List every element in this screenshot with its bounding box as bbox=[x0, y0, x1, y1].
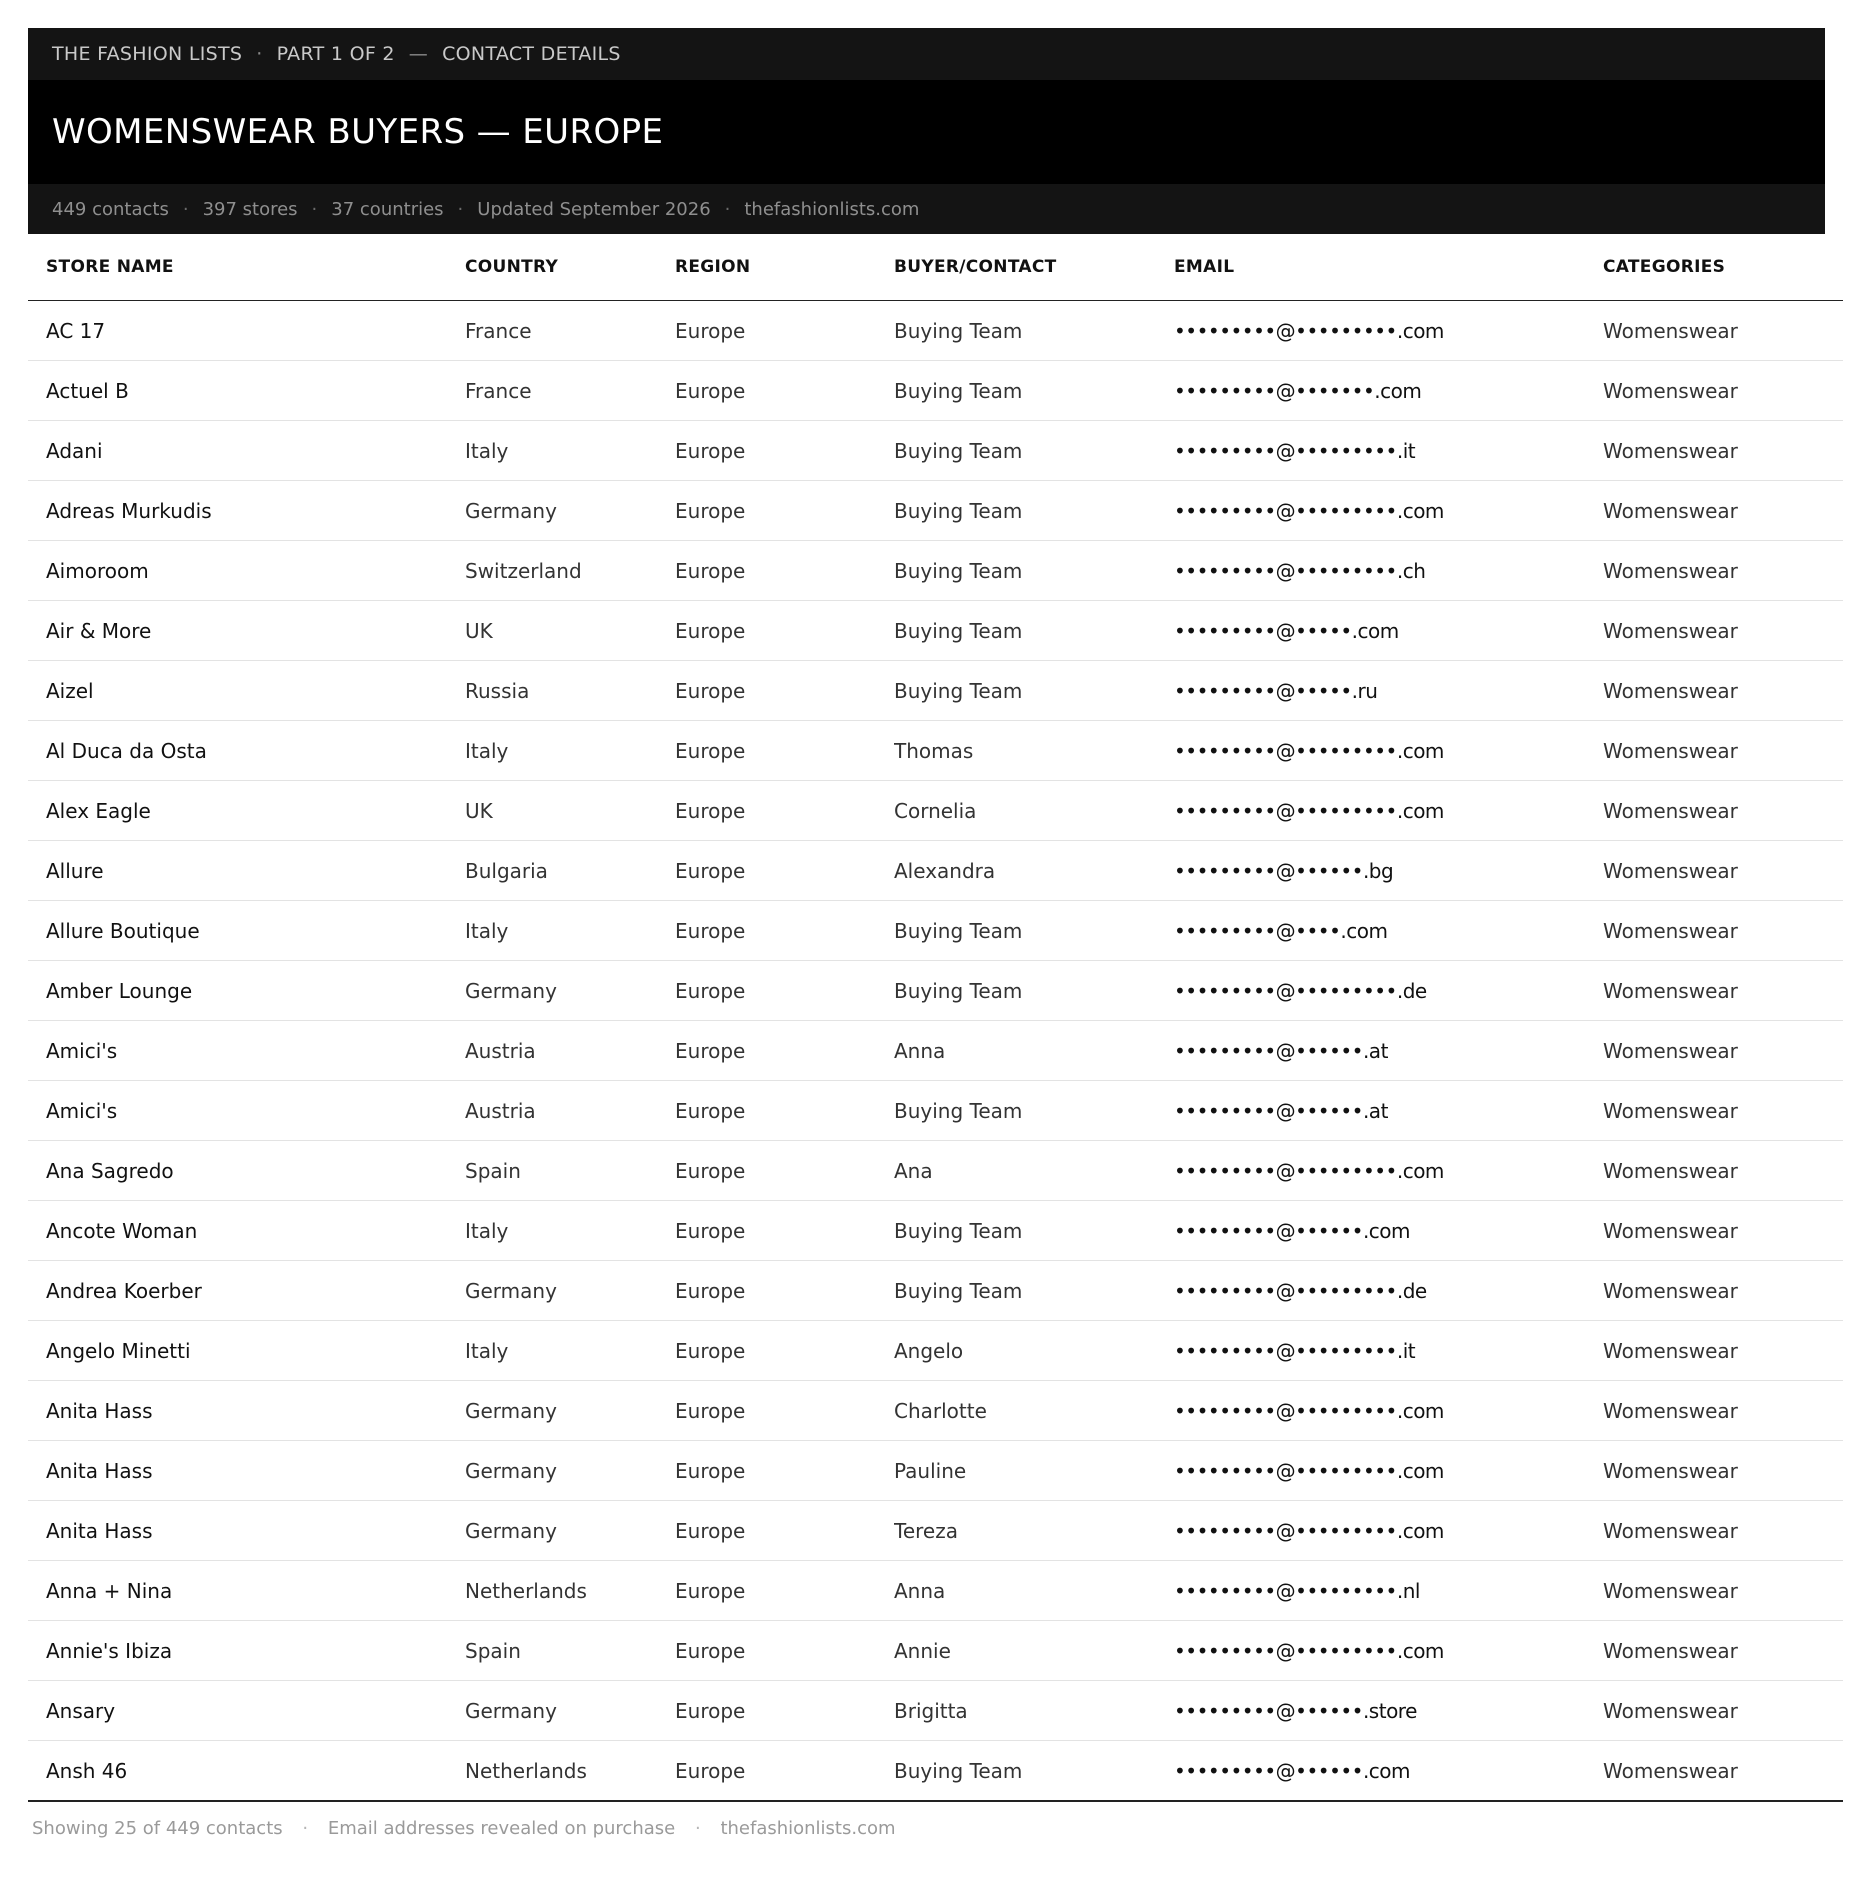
cell-region: Europe bbox=[675, 1261, 894, 1321]
table-row bbox=[28, 961, 1843, 1021]
column-header-store: STORE NAME bbox=[28, 234, 465, 301]
cell-country: Spain bbox=[465, 1141, 675, 1201]
table-row bbox=[28, 601, 1843, 661]
cell-region: Europe bbox=[675, 1621, 894, 1681]
cell-country: Italy bbox=[465, 1321, 675, 1381]
stores-count: 397 stores bbox=[202, 198, 298, 220]
cell-buyer-contact: Buying Team bbox=[894, 961, 1174, 1021]
cell-category: Womenswear bbox=[1603, 841, 1843, 901]
cell-region: Europe bbox=[675, 901, 894, 961]
cell-email: •••••••••@•••••••••.com bbox=[1174, 721, 1603, 781]
site-link[interactable]: thefashionlists.com bbox=[744, 198, 920, 220]
cell-buyer-contact: Alexandra bbox=[894, 841, 1174, 901]
cell-store-name: Amici's bbox=[28, 1081, 465, 1141]
cell-store-name: Ansh 46 bbox=[28, 1741, 465, 1802]
cell-store-name: Andrea Koerber bbox=[28, 1261, 465, 1321]
countries-count: 37 countries bbox=[331, 198, 444, 220]
cell-buyer-contact: Buying Team bbox=[894, 421, 1174, 481]
cell-store-name: Ansary bbox=[28, 1681, 465, 1741]
cell-category: Womenswear bbox=[1603, 1321, 1843, 1381]
cell-store-name: Annie's Ibiza bbox=[28, 1621, 465, 1681]
cell-category: Womenswear bbox=[1603, 1381, 1843, 1441]
cell-country: France bbox=[465, 301, 675, 361]
cell-region: Europe bbox=[675, 1021, 894, 1081]
cell-region: Europe bbox=[675, 1141, 894, 1201]
cell-store-name: Al Duca da Osta bbox=[28, 721, 465, 781]
cell-region: Europe bbox=[675, 1561, 894, 1621]
cell-store-name: Ana Sagredo bbox=[28, 1141, 465, 1201]
cell-buyer-contact: Thomas bbox=[894, 721, 1174, 781]
cell-email: •••••••••@••••••.bg bbox=[1174, 841, 1603, 901]
cell-store-name: Allure Boutique bbox=[28, 901, 465, 961]
cell-country: Netherlands bbox=[465, 1561, 675, 1621]
cell-country: Italy bbox=[465, 421, 675, 481]
section-label: CONTACT DETAILS bbox=[442, 43, 621, 65]
table-row bbox=[28, 421, 1843, 481]
column-header-region: REGION bbox=[675, 234, 894, 301]
cell-buyer-contact: Angelo bbox=[894, 1321, 1174, 1381]
cell-country: France bbox=[465, 361, 675, 421]
table-row bbox=[28, 1561, 1843, 1621]
cell-email: •••••••••@••••••.at bbox=[1174, 1081, 1603, 1141]
cell-email: •••••••••@•••••••••.com bbox=[1174, 1501, 1603, 1561]
cell-region: Europe bbox=[675, 601, 894, 661]
cell-region: Europe bbox=[675, 421, 894, 481]
cell-buyer-contact: Charlotte bbox=[894, 1381, 1174, 1441]
top-bar bbox=[28, 28, 1825, 80]
cell-email: •••••••••@•••••••••.com bbox=[1174, 1141, 1603, 1201]
footer-site-link[interactable]: thefashionlists.com bbox=[720, 1818, 896, 1839]
meta-bar bbox=[28, 184, 1825, 234]
table-row bbox=[28, 1081, 1843, 1141]
cell-country: UK bbox=[465, 781, 675, 841]
cell-buyer-contact: Anna bbox=[894, 1561, 1174, 1621]
cell-category: Womenswear bbox=[1603, 541, 1843, 601]
cell-email: •••••••••@••••••.store bbox=[1174, 1681, 1603, 1741]
cell-store-name: Angelo Minetti bbox=[28, 1321, 465, 1381]
table-row bbox=[28, 1621, 1843, 1681]
cell-category: Womenswear bbox=[1603, 1141, 1843, 1201]
title-bar bbox=[28, 80, 1825, 184]
table-row bbox=[28, 1681, 1843, 1741]
column-header-email: EMAIL bbox=[1174, 234, 1603, 301]
table-row bbox=[28, 901, 1843, 961]
cell-country: Italy bbox=[465, 901, 675, 961]
cell-country: Germany bbox=[465, 1441, 675, 1501]
cell-country: Italy bbox=[465, 1201, 675, 1261]
contacts-count: 449 contacts bbox=[52, 198, 169, 220]
cell-region: Europe bbox=[675, 841, 894, 901]
cell-store-name: Adreas Murkudis bbox=[28, 481, 465, 541]
cell-email: •••••••••@•••••••••.com bbox=[1174, 1441, 1603, 1501]
cell-email: •••••••••@•••••••.com bbox=[1174, 361, 1603, 421]
cell-category: Womenswear bbox=[1603, 1081, 1843, 1141]
cell-buyer-contact: Buying Team bbox=[894, 1081, 1174, 1141]
cell-buyer-contact: Buying Team bbox=[894, 541, 1174, 601]
cell-category: Womenswear bbox=[1603, 601, 1843, 661]
cell-buyer-contact: Buying Team bbox=[894, 601, 1174, 661]
cell-store-name: Actuel B bbox=[28, 361, 465, 421]
cell-email: •••••••••@•••••••••.ch bbox=[1174, 541, 1603, 601]
table-row bbox=[28, 1501, 1843, 1561]
cell-category: Womenswear bbox=[1603, 661, 1843, 721]
cell-region: Europe bbox=[675, 301, 894, 361]
cell-region: Europe bbox=[675, 721, 894, 781]
column-header-categories: CATEGORIES bbox=[1603, 234, 1843, 301]
cell-buyer-contact: Buying Team bbox=[894, 1201, 1174, 1261]
cell-store-name: Allure bbox=[28, 841, 465, 901]
cell-store-name: Anita Hass bbox=[28, 1441, 465, 1501]
cell-buyer-contact: Tereza bbox=[894, 1501, 1174, 1561]
cell-email: •••••••••@•••••••••.com bbox=[1174, 1381, 1603, 1441]
cell-buyer-contact: Annie bbox=[894, 1621, 1174, 1681]
cell-store-name: Air & More bbox=[28, 601, 465, 661]
cell-email: •••••••••@•••••••••.nl bbox=[1174, 1561, 1603, 1621]
column-header-country: COUNTRY bbox=[465, 234, 675, 301]
cell-category: Womenswear bbox=[1603, 1261, 1843, 1321]
part-indicator: PART 1 OF 2 bbox=[276, 43, 395, 65]
cell-email: •••••••••@••••••.com bbox=[1174, 1201, 1603, 1261]
cell-category: Womenswear bbox=[1603, 361, 1843, 421]
cell-store-name: Ancote Woman bbox=[28, 1201, 465, 1261]
cell-region: Europe bbox=[675, 1681, 894, 1741]
cell-buyer-contact: Buying Team bbox=[894, 361, 1174, 421]
cell-store-name: Anita Hass bbox=[28, 1501, 465, 1561]
purchase-note: Email addresses revealed on purchase bbox=[327, 1818, 676, 1839]
cell-buyer-contact: Ana bbox=[894, 1141, 1174, 1201]
cell-email: •••••••••@••••.com bbox=[1174, 901, 1603, 961]
table-row bbox=[28, 1441, 1843, 1501]
cell-store-name: Amber Lounge bbox=[28, 961, 465, 1021]
cell-category: Womenswear bbox=[1603, 1741, 1843, 1802]
table-row bbox=[28, 1021, 1843, 1081]
cell-country: Germany bbox=[465, 1501, 675, 1561]
cell-category: Womenswear bbox=[1603, 901, 1843, 961]
cell-region: Europe bbox=[675, 1321, 894, 1381]
cell-country: UK bbox=[465, 601, 675, 661]
table-row bbox=[28, 361, 1843, 421]
showing-count: Showing 25 of 449 contacts bbox=[32, 1818, 283, 1839]
cell-store-name: AC 17 bbox=[28, 301, 465, 361]
separator-dot: · bbox=[694, 1818, 701, 1839]
cell-region: Europe bbox=[675, 1381, 894, 1441]
cell-region: Europe bbox=[675, 1441, 894, 1501]
cell-category: Womenswear bbox=[1603, 1561, 1843, 1621]
separator-dot: · bbox=[256, 43, 263, 65]
cell-store-name: Aimoroom bbox=[28, 541, 465, 601]
cell-category: Womenswear bbox=[1603, 1441, 1843, 1501]
cell-email: •••••••••@••••••.at bbox=[1174, 1021, 1603, 1081]
cell-country: Austria bbox=[465, 1081, 675, 1141]
cell-region: Europe bbox=[675, 1741, 894, 1802]
table-row bbox=[28, 721, 1843, 781]
cell-country: Russia bbox=[465, 661, 675, 721]
cell-store-name: Anita Hass bbox=[28, 1381, 465, 1441]
cell-category: Womenswear bbox=[1603, 1201, 1843, 1261]
table-row bbox=[28, 781, 1843, 841]
cell-category: Womenswear bbox=[1603, 421, 1843, 481]
table-row bbox=[28, 661, 1843, 721]
cell-category: Womenswear bbox=[1603, 1501, 1843, 1561]
cell-category: Womenswear bbox=[1603, 1021, 1843, 1081]
cell-country: Switzerland bbox=[465, 541, 675, 601]
table-row bbox=[28, 1741, 1843, 1802]
cell-buyer-contact: Buying Team bbox=[894, 901, 1174, 961]
cell-buyer-contact: Brigitta bbox=[894, 1681, 1174, 1741]
cell-store-name: Amici's bbox=[28, 1021, 465, 1081]
cell-category: Womenswear bbox=[1603, 781, 1843, 841]
cell-region: Europe bbox=[675, 781, 894, 841]
cell-email: •••••••••@•••••.com bbox=[1174, 601, 1603, 661]
cell-email: •••••••••@•••••••••.com bbox=[1174, 301, 1603, 361]
cell-email: •••••••••@•••••.ru bbox=[1174, 661, 1603, 721]
cell-store-name: Aizel bbox=[28, 661, 465, 721]
table-row bbox=[28, 1321, 1843, 1381]
table-row bbox=[28, 481, 1843, 541]
cell-store-name: Alex Eagle bbox=[28, 781, 465, 841]
cell-country: Bulgaria bbox=[465, 841, 675, 901]
separator-dot: · bbox=[311, 198, 318, 220]
cell-category: Womenswear bbox=[1603, 1681, 1843, 1741]
cell-region: Europe bbox=[675, 661, 894, 721]
footer bbox=[28, 1818, 1825, 1839]
separator-dot: · bbox=[457, 198, 464, 220]
table-row bbox=[28, 301, 1843, 361]
cell-email: •••••••••@•••••••••.de bbox=[1174, 1261, 1603, 1321]
cell-region: Europe bbox=[675, 961, 894, 1021]
cell-region: Europe bbox=[675, 541, 894, 601]
cell-country: Germany bbox=[465, 1381, 675, 1441]
table-header-row bbox=[28, 234, 1843, 301]
cell-country: Germany bbox=[465, 1261, 675, 1321]
cell-category: Womenswear bbox=[1603, 961, 1843, 1021]
cell-buyer-contact: Anna bbox=[894, 1021, 1174, 1081]
cell-buyer-contact: Buying Team bbox=[894, 481, 1174, 541]
separator-dot: · bbox=[302, 1818, 309, 1839]
cell-country: Germany bbox=[465, 481, 675, 541]
cell-category: Womenswear bbox=[1603, 721, 1843, 781]
cell-buyer-contact: Cornelia bbox=[894, 781, 1174, 841]
cell-country: Austria bbox=[465, 1021, 675, 1081]
separator-dot: · bbox=[182, 198, 189, 220]
cell-email: •••••••••@•••••••••.it bbox=[1174, 421, 1603, 481]
brand-name: THE FASHION LISTS bbox=[52, 43, 243, 65]
cell-email: •••••••••@••••••.com bbox=[1174, 1741, 1603, 1802]
cell-store-name: Adani bbox=[28, 421, 465, 481]
cell-email: •••••••••@•••••••••.de bbox=[1174, 961, 1603, 1021]
cell-country: Italy bbox=[465, 721, 675, 781]
table-row bbox=[28, 841, 1843, 901]
cell-country: Netherlands bbox=[465, 1741, 675, 1802]
cell-buyer-contact: Pauline bbox=[894, 1441, 1174, 1501]
cell-country: Germany bbox=[465, 961, 675, 1021]
cell-email: •••••••••@•••••••••.it bbox=[1174, 1321, 1603, 1381]
cell-country: Spain bbox=[465, 1621, 675, 1681]
table-body bbox=[28, 301, 1843, 1802]
cell-store-name: Anna + Nina bbox=[28, 1561, 465, 1621]
contact-list-sheet bbox=[28, 28, 1825, 1839]
separator-dot: · bbox=[724, 198, 731, 220]
contacts-table bbox=[28, 234, 1843, 1802]
cell-buyer-contact: Buying Team bbox=[894, 661, 1174, 721]
table-row bbox=[28, 1201, 1843, 1261]
cell-region: Europe bbox=[675, 1081, 894, 1141]
cell-email: •••••••••@•••••••••.com bbox=[1174, 781, 1603, 841]
column-header-contact: BUYER/CONTACT bbox=[894, 234, 1174, 301]
table-row bbox=[28, 1261, 1843, 1321]
cell-country: Germany bbox=[465, 1681, 675, 1741]
cell-buyer-contact: Buying Team bbox=[894, 1741, 1174, 1802]
table-row bbox=[28, 1141, 1843, 1201]
cell-email: •••••••••@•••••••••.com bbox=[1174, 481, 1603, 541]
cell-email: •••••••••@•••••••••.com bbox=[1174, 1621, 1603, 1681]
cell-region: Europe bbox=[675, 1501, 894, 1561]
page-title: WOMENSWEAR BUYERS — EUROPE bbox=[52, 112, 664, 152]
cell-category: Womenswear bbox=[1603, 1621, 1843, 1681]
cell-category: Womenswear bbox=[1603, 481, 1843, 541]
cell-region: Europe bbox=[675, 481, 894, 541]
cell-buyer-contact: Buying Team bbox=[894, 301, 1174, 361]
table-row bbox=[28, 1381, 1843, 1441]
cell-category: Womenswear bbox=[1603, 301, 1843, 361]
cell-buyer-contact: Buying Team bbox=[894, 1261, 1174, 1321]
table-row bbox=[28, 541, 1843, 601]
separator-dash: — bbox=[408, 43, 429, 65]
cell-region: Europe bbox=[675, 361, 894, 421]
updated-date: Updated September 2026 bbox=[477, 198, 711, 220]
cell-region: Europe bbox=[675, 1201, 894, 1261]
